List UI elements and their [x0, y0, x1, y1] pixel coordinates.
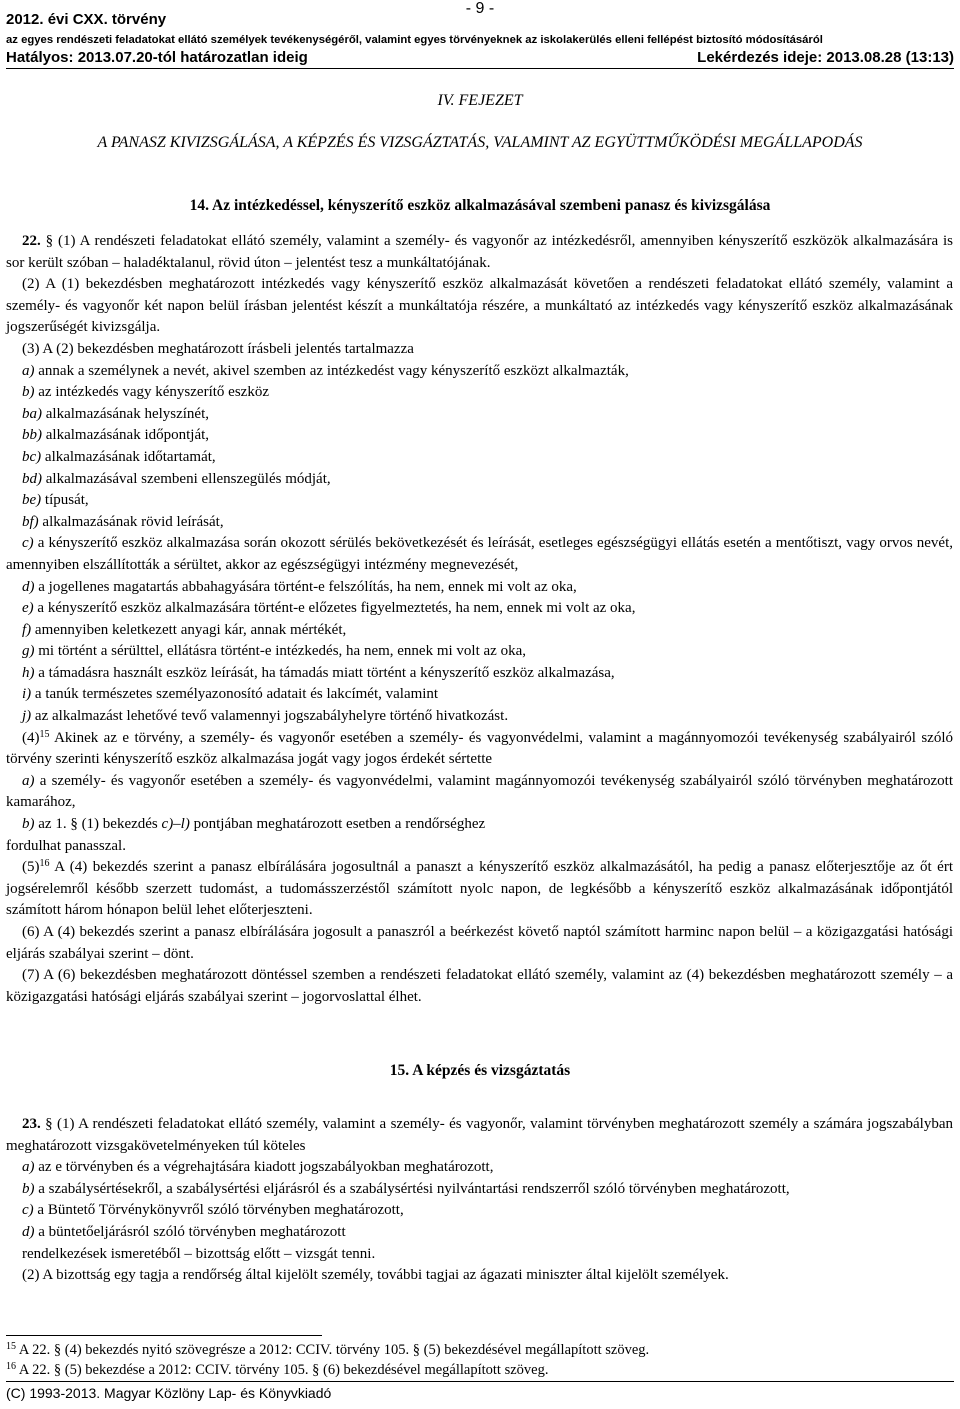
- list-marker: bb): [22, 427, 42, 444]
- footnote-ref[interactable]: 15: [39, 728, 50, 740]
- list-item: [6, 620, 953, 642]
- list-item: [6, 1179, 953, 1201]
- list-text: az intézkedés vagy kényszerítő eszköz: [34, 384, 269, 401]
- list-marker: bc): [22, 448, 42, 465]
- footnote-divider: [6, 1335, 322, 1336]
- list-marker: f): [22, 621, 32, 638]
- list-marker: j): [22, 708, 32, 725]
- list-text: a jogellenes magatartás abbahagyására történt-e felszólítás, ha nem, ennek mi volt az oka,: [34, 578, 577, 595]
- footnote-16: $^{16}$ A 22. § (5) bekezdése a 2012: CCIV. törvény 105. § (6) bekezdésével megállapított szöveg.: [6, 1361, 549, 1378]
- list-text: a büntetőeljárásról szóló törvényben meghatározott: [34, 1223, 346, 1240]
- list-marker: e): [22, 600, 34, 617]
- list-marker: a): [22, 1159, 35, 1176]
- list-marker: ba): [22, 405, 42, 422]
- list-text: a tanúk természetes személyazonosító adatait és lakcímét, valamint: [31, 686, 439, 703]
- list-item: [6, 684, 953, 706]
- list-marker: i): [22, 686, 32, 703]
- page-number: - 9 -: [465, 0, 495, 17]
- list-item: [6, 577, 953, 599]
- list-item: [6, 469, 953, 491]
- list-text: amennyiben keletkezett anyagi kár, annak mértékét,: [31, 621, 347, 638]
- list-text: az alkalmazást lehetővé tevő valamennyi jogszabályhelyre történő hivatkozást.: [31, 708, 509, 725]
- list-marker: bf): [22, 513, 39, 530]
- list-item: [6, 598, 953, 620]
- footnote-ref[interactable]: 16: [39, 858, 50, 870]
- list-item: [6, 361, 953, 383]
- paragraph-22-5: $(5)^{16}$ A (4) bekezdés szerint a panasz elbírálására jogosultnál a panaszt a kényszerítő eszköz alkalmazásától, ha pedig a panasz előterjesztője az őt ért jogsérelemről később szerzett tudomást, a tudomásszerzéstől számított nyolc napon, de legkésőbb a kényszerítő eszköz alkalmazásának időpontjától számított három hónapon belül lehet előterjeszteni.: [6, 858, 953, 919]
- list-marker: a): [22, 362, 35, 379]
- header-divider: [6, 68, 954, 69]
- section-15-body: [6, 1114, 953, 1287]
- paragraph-23-1-end: rendelkezések ismeretéből – bizottság előtt – vizsgát tenni.: [22, 1245, 376, 1262]
- list-item: [6, 382, 953, 404]
- list-item: [6, 490, 953, 512]
- list-text: alkalmazásának rövid leírását,: [38, 513, 224, 530]
- list-22-3: [6, 361, 953, 728]
- list-marker: bd): [22, 470, 42, 487]
- list-marker: b): [22, 384, 35, 401]
- section-number: 22.: [22, 233, 41, 249]
- footnotes: [6, 1340, 953, 1380]
- query-time: Lekérdezés ideje: 2013.08.28 (13:13): [697, 49, 954, 66]
- footnote-15: $^{15}$ A 22. § (4) bekezdés nyitó szövegrésze a 2012: CCIV. törvény 105. § (5) bekezdésével megállapított szöveg.: [6, 1341, 650, 1358]
- list-item: [6, 1222, 953, 1244]
- paragraph-22-1: 22. § (1) A rendészeti feladatokat ellátó személy, valamint a személy- és vagyonőr az intézkedésről, amennyiben kényszerítő eszközök alkalmazására is sor került szóban – haladéktalanul, rövid úton – jelentést tesz a munkáltatójának.: [6, 233, 954, 271]
- section-14-body: [6, 231, 953, 1008]
- list-marker: b): [22, 1180, 35, 1197]
- list-item: [6, 1200, 953, 1222]
- law-title: 2012. évi CXX. törvény: [6, 11, 167, 28]
- copyright: (C) 1993-2013. Magyar Közlöny Lap- és Könyvkiadó: [6, 1385, 332, 1401]
- page-footer: [6, 1381, 954, 1401]
- paragraph-23-2: (2) A bizottság egy tagja a rendőrség által kijelölt személy, további tagjai az ágazati miniszter által kijelölt személyek.: [22, 1267, 729, 1284]
- list-marker: be): [22, 492, 42, 509]
- paragraph-22-2: (2) A (1) bekezdésben meghatározott intézkedés vagy kényszerítő eszköz alkalmazását követően a rendészeti feladatokat ellátó személy, valamint a személy- és vagyonőr két napon belül írásban jelentést készít a munkáltatója részére, a munkáltató az intézkedés vagy kényszerítő eszköz alkalmazásának jogszerűségét kivizsgálja.: [6, 276, 953, 336]
- paragraph-22-4-end: fordulhat panasszal.: [6, 837, 126, 854]
- list-text: alkalmazásának időpontját,: [42, 427, 210, 444]
- section-number: 23.: [22, 1116, 41, 1132]
- chapter-title: A PANASZ KIVIZSGÁLÁSA, A KÉPZÉS ÉS VIZSGÁZTATÁS, VALAMINT AZ EGYÜTTMŰKÖDÉSI MEGÁLLAPODÁS: [97, 134, 863, 151]
- list-marker: d): [22, 1223, 35, 1240]
- list-text: annak a személynek a nevét, akivel szemben az intézkedést vagy kényszerítő eszközt alkalmazták,: [34, 362, 629, 379]
- list-text: a Büntető Törvénykönyvről szóló törvényben meghatározott,: [33, 1202, 404, 1219]
- list-item: [6, 1157, 953, 1179]
- list-text: típusát,: [41, 492, 89, 509]
- paragraph-22-3: (3) A (2) bekezdésben meghatározott írásbeli jelentés tartalmazza: [22, 340, 414, 357]
- list-23-1: [6, 1157, 953, 1243]
- list-text: alkalmazásának időtartamát,: [41, 448, 216, 465]
- list-marker: c): [22, 535, 34, 552]
- list-item: [6, 512, 953, 534]
- section-14-heading: 14. Az intézkedéssel, kényszerítő eszköz alkalmazásával szembeni panasz és kivizsgálása: [189, 197, 771, 214]
- effective-date: Hatályos: 2013.07.20-tól határozatlan ideig: [6, 49, 308, 66]
- list-text: a kényszerítő eszköz alkalmazására történt-e előzetes figyelmeztetés, ha nem, ennek mi volt az oka,: [33, 600, 636, 617]
- law-subtitle: az egyes rendészeti feladatokat ellátó személyek tevékenységéről, valamint egyes törvényeknek az iskolakerülés elleni fellépést biztosító módosításáról: [6, 34, 823, 46]
- list-item: [6, 447, 953, 469]
- list-text: a kényszerítő eszköz alkalmazása során okozott sérülés bekövetkezését és leírását, esetleges egészségügyi ellátás esetén a mentőtiszt, vagy orvos nevét, amennyiben elszállították a sérültet, akkor az egészségügyi intézmény megnevezését,: [6, 535, 953, 573]
- list-marker: g): [22, 643, 35, 660]
- paragraph-22-4: $(4)^{15}$ Akinek az e törvény, a személy- és vagyonőr esetében a személy- és vagyonvédelmi, valamint a magánnyomozói tevékenység szabályairól szóló törvény szerinti kényszerítő eszköz alkalmazása jogát vagy jogos érdekét sértette: [6, 728, 953, 768]
- list-item: [6, 663, 953, 685]
- list-marker: c): [22, 1202, 34, 1219]
- paragraph-23-1: 23. § (1) A rendészeti feladatokat ellátó személy, valamint a személy- és vagyonőr, valamint törvényben meghatározott személy a számára jogszabályban meghatározott vizsgakövetelményeken túl köteles: [6, 1116, 953, 1154]
- list-text: alkalmazásának helyszínét,: [42, 405, 210, 422]
- chapter-number: IV. FEJEZET: [437, 92, 523, 109]
- list-item: [6, 641, 953, 663]
- paragraph-22-7: (7) A (6) bekezdésben meghatározott döntéssel szemben a rendészeti feladatokat ellátó személy, valamint az (4) bekezdésben meghatározott személy – a közigazgatási hatósági eljárás szabályai szerint – jogorvoslattal élhet.: [6, 967, 953, 1005]
- list-marker: d): [22, 578, 35, 595]
- list-text: az e törvényben és a végrehajtására kiadott jogszabályokban meghatározott,: [34, 1159, 494, 1176]
- list-item: [6, 425, 953, 447]
- list-item: [6, 706, 953, 728]
- list-text: mi történt a sérülttel, ellátásra történt-e intézkedés, ha nem, ennek mi volt az oka,: [34, 643, 526, 660]
- paragraph-22-6: (6) A (4) bekezdés szerint a panasz elbírálására jogosult a panaszról a beérkezést követő naptól számított harminc napon belül – a közigazgatási hatósági eljárás szabályai szerint – dönt.: [6, 924, 953, 962]
- list-item: a) a személy- és vagyonőr esetében a személy- és vagyonvédelmi, valamint magánnyomozói tevékenység szabályairól szóló törvényben meghatározott kamarához,: [6, 772, 953, 811]
- list-text: alkalmazásával szembeni ellenszegülés módját,: [42, 470, 331, 487]
- list-marker: h): [22, 664, 35, 681]
- list-item: [6, 533, 953, 576]
- list-text: a támadásra használt eszköz leírását, ha támadás miatt történt a kényszerítő eszköz alkalmazása,: [34, 664, 615, 681]
- list-text: a szabálysértésekről, a szabálysértési eljárásról és a szabálysértési nyilvántartási rendszerről szóló törvényben meghatározott,: [34, 1180, 790, 1197]
- list-item: b) az 1. § (1) bekezdés c)–l) pontjában meghatározott esetben a rendőrséghez: [22, 816, 486, 833]
- section-15-heading: 15. A képzés és vizsgáztatás: [389, 1062, 571, 1079]
- list-item: [6, 404, 953, 426]
